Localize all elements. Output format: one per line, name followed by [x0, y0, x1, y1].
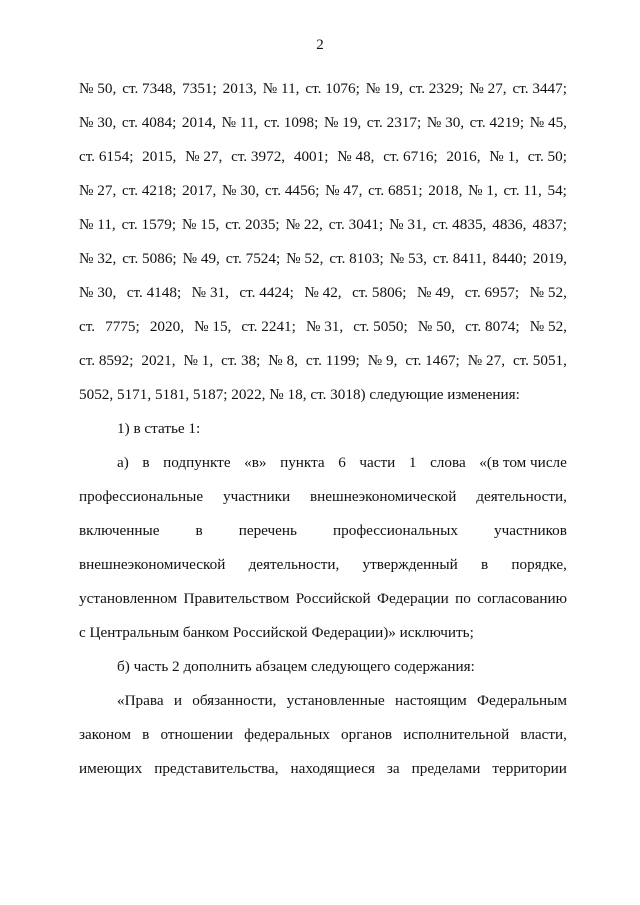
text-word: «в» [244, 454, 267, 471]
text-word: ст. 11, [503, 182, 542, 199]
text-word: № 31, [389, 216, 427, 233]
text-word: 4837; [532, 216, 567, 233]
text-word: № 30, [79, 114, 117, 131]
text-word: ст. 6154; [79, 148, 134, 165]
text-word: № 15, [182, 216, 220, 233]
text-word: пункта [280, 454, 325, 471]
text-word: а) [117, 454, 129, 471]
text-word: пределами [411, 760, 481, 777]
text-word: утвержденный [362, 556, 458, 573]
text-word: № 27, [469, 80, 507, 97]
text-line [79, 582, 567, 616]
text-word: ст. 50; [527, 148, 567, 165]
text-word: ст. 2035; [225, 216, 280, 233]
text-word: № 31, [305, 318, 344, 335]
text-word: ст. 4456; [264, 182, 320, 199]
text-word: ст. 8103; [329, 250, 384, 267]
text-word: участники [222, 488, 291, 505]
text-line [79, 242, 567, 276]
text-word: федеральных [244, 726, 330, 743]
text-word: настоящим [395, 692, 467, 709]
text-line [79, 72, 567, 106]
text-word: подпункте [163, 454, 231, 471]
text-word: № 11, [79, 216, 116, 233]
text-word: в [480, 556, 489, 573]
text-word: б) часть 2 дополнить абзацем следующего содержания: [117, 658, 475, 675]
text-word: № 47, [325, 182, 363, 199]
text-word: ст. 5050; [353, 318, 408, 335]
text-word: ст. 6957; [464, 284, 520, 301]
text-word: с Центральным банком Российской Федерации)» исключить; [79, 624, 474, 641]
text-line [79, 548, 567, 582]
text-word: № 32, [79, 250, 117, 267]
text-word: 5052, 5171, 5181, 5187; 2022, № 18, ст. 3018) следующие изменения: [79, 386, 520, 403]
text-word: № 52, [529, 284, 567, 301]
text-word: № 27, [79, 182, 117, 199]
text-word: ст. 4424; [239, 284, 294, 301]
text-word: внешнеэкономической [310, 488, 457, 505]
text-word: 2019, [532, 250, 567, 267]
text-word: ст. 7348, [122, 80, 177, 97]
text-word: включенные [79, 522, 160, 539]
text-line [79, 140, 567, 174]
text-word: № 50, [79, 80, 117, 97]
text-word: ст. 1199; [305, 352, 360, 369]
text-word: № 49, [416, 284, 455, 301]
text-word: № 1, [183, 352, 214, 369]
text-word: 7775; [105, 318, 140, 335]
text-word: 2017, [182, 182, 217, 199]
text-word: 2018, [428, 182, 463, 199]
text-word: ст. 2317; [366, 114, 422, 131]
text-word: ст. 3972, [231, 148, 286, 165]
text-word: деятельности, [476, 488, 567, 505]
text-word: за [386, 760, 400, 777]
page-number: 2 [316, 37, 324, 53]
text-word: 4836, [492, 216, 527, 233]
text-word: ст. 4084; [121, 114, 177, 131]
text-line [79, 344, 567, 378]
text-word: № 9, [367, 352, 398, 369]
text-word: № 50, [417, 318, 456, 335]
text-line [79, 616, 567, 650]
text-word: участников [493, 522, 567, 539]
text-word: и [173, 692, 182, 709]
text-word: слова [430, 454, 466, 471]
text-word: ст. 5086; [122, 250, 177, 267]
text-word: ст. 2329; [408, 80, 464, 97]
text-word: ст. 4218; [121, 182, 177, 199]
text-word: ст. 1467; [405, 352, 460, 369]
text-word: в [142, 454, 150, 471]
text-word: № 1, [489, 148, 519, 165]
text-word: деятельности, [248, 556, 340, 573]
text-word: 2014, [181, 114, 217, 131]
text-word: в [142, 726, 150, 743]
text-line [79, 752, 567, 786]
text-word: 2013, [222, 80, 257, 97]
text-word: № 52, [286, 250, 324, 267]
text-word: ст. 4219; [469, 114, 525, 131]
text-word: в [195, 522, 203, 539]
text-word: ст. 5051, [512, 352, 567, 369]
text-word: ст. 8074; [465, 318, 520, 335]
text-word: № 15, [194, 318, 232, 335]
text-word: Правительством [183, 590, 290, 607]
text-word: № 52, [529, 318, 567, 335]
text-line [79, 650, 567, 684]
text-word: № 19, [323, 114, 362, 131]
text-word: ст. 5806; [352, 284, 407, 301]
text-word: № 30, [79, 284, 117, 301]
text-word: исполнительной [403, 726, 510, 743]
text-word: № 49, [182, 250, 220, 267]
text-word: Федеральным [477, 692, 567, 709]
text-word: находящиеся [290, 760, 375, 777]
document-body [79, 72, 567, 786]
text-line [79, 446, 567, 480]
text-word: 4001; [293, 148, 329, 165]
text-word: установленном [79, 590, 178, 607]
text-word: установленные [286, 692, 385, 709]
text-word: 7351; [182, 80, 217, 97]
text-word: ст. [79, 318, 96, 335]
text-word: 1 [408, 454, 417, 471]
text-word: профессиональных [333, 522, 458, 539]
text-word: 2020, [149, 318, 184, 335]
text-line [79, 174, 567, 208]
text-word: ст. 8592; [79, 352, 134, 369]
text-word: представительства, [154, 760, 279, 777]
text-word: № 27, [185, 148, 223, 165]
text-word: перечень [238, 522, 297, 539]
text-line [79, 106, 567, 140]
text-word: порядке, [511, 556, 567, 573]
text-word: внешнеэкономической [79, 556, 226, 573]
text-word: власти, [520, 726, 567, 743]
text-word: ст. 38; [221, 352, 261, 369]
text-word: имеющих [79, 760, 143, 777]
text-word: ст. 1579; [121, 216, 177, 233]
text-word: ст. 2241; [241, 318, 296, 335]
text-word: 2015, [142, 148, 177, 165]
text-word: ст. 1098; [263, 114, 319, 131]
text-word: по [455, 590, 471, 607]
text-word: № 30, [426, 114, 465, 131]
text-line [79, 276, 567, 310]
text-line [79, 718, 567, 752]
text-line [79, 310, 567, 344]
text-word: ст. 6851; [368, 182, 423, 199]
text-word: 8440; [492, 250, 527, 267]
text-word: «(в том числе [479, 454, 567, 471]
text-word: ст. 4148; [126, 284, 182, 301]
text-word: № 30, [222, 182, 260, 199]
text-word: ст. 3041; [328, 216, 384, 233]
text-line [79, 208, 567, 242]
text-word: 1) в статье 1: [117, 420, 201, 437]
text-word: 6 [338, 454, 346, 471]
text-word: части [359, 454, 396, 471]
text-word: 2021, [141, 352, 176, 369]
text-word: № 1, [468, 182, 498, 199]
text-word: 2016, [446, 148, 481, 165]
text-word: ст. 4835, [432, 216, 487, 233]
text-word: 54; [547, 182, 567, 199]
text-word: № 48, [337, 148, 375, 165]
text-word: профессиональные [79, 488, 204, 505]
text-word: № 45, [529, 114, 567, 131]
text-word: согласованию [477, 590, 567, 607]
text-line [79, 480, 567, 514]
text-word: ст. 7524; [225, 250, 281, 267]
text-word: ст. 8411, [432, 250, 487, 267]
text-word: № 11, [221, 114, 259, 131]
text-line [79, 412, 567, 446]
text-word: Федерации [376, 590, 449, 607]
text-word: обязанности, [192, 692, 277, 709]
text-word: № 11, [262, 80, 300, 97]
text-word: «Права [117, 692, 164, 709]
text-word: законом [79, 726, 131, 743]
text-word: ст. 3447; [512, 80, 567, 97]
text-line [79, 514, 567, 548]
text-word: № 42, [304, 284, 342, 301]
text-word: органов [341, 726, 393, 743]
text-word: отношении [160, 726, 234, 743]
text-word: территории [492, 760, 567, 777]
text-line [79, 378, 567, 412]
text-word: № 31, [191, 284, 229, 301]
text-line [79, 684, 567, 718]
text-word: № 53, [389, 250, 427, 267]
text-word: ст. 6716; [383, 148, 438, 165]
text-word: № 27, [467, 352, 505, 369]
text-word: ст. 1076; [305, 80, 360, 97]
text-word: № 19, [365, 80, 404, 97]
text-word: № 8, [268, 352, 298, 369]
text-word: № 22, [285, 216, 323, 233]
text-word: Российской [295, 590, 371, 607]
